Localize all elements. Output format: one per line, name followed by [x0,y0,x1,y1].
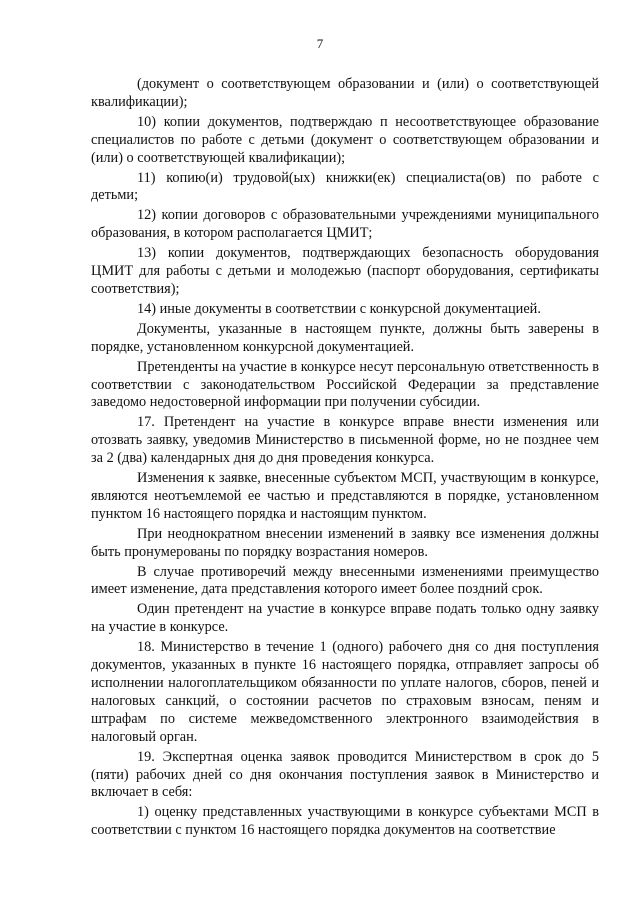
paragraph: 18. Министерство в течение 1 (одного) рабочего дня со дня поступления документов, указанных в пункте 16 настоящего порядка, отправляет запросы об исполнении налогоплательщиком обязанности по уплате налогов, сборов, пеней и налоговых санкций, о состоянии расчетов по страховым взносам, пеням и штрафам по системе межведомственного электронного взаимодействия в налоговый орган. [91,639,599,745]
document-body [91,76,599,842]
paragraph: В случае противоречий между внесенными изменениями преимущество имеет изменение, дата представления которого имеет более поздний срок. [91,563,599,598]
paragraph: 12) копии договоров с образовательными учреждениями муниципального образования, в котором располагается ЦМИТ; [91,207,599,242]
paragraph: 13) копии документов, подтверждающих безопасность оборудования ЦМИТ для работы с детьми и молодежью (паспорт оборудования, сертификаты соответствия); [91,245,599,297]
paragraph: Изменения к заявке, внесенные субъектом МСП, участвующим в конкурсе, являются неотъемлемой ее частью и представляются в порядке, установленном пунктом 16 настоящего порядка и настоящим пунктом. [91,470,599,522]
paragraph: 10) копии документов, подтверждаю п несоответствующее образование специалистов по работе с детьми (документ о соответствующем образовании и (или) о соответствующей квалификации); [91,113,599,166]
paragraph: 1) оценку представленных участвующими в конкурсе субъектами МСП в соответствии с пунктом 16 настоящего порядка документов на соответствие [91,804,599,839]
paragraph: Один претендент на участие в конкурсе вправе подать только одну заявку на участие в конкурсе. [91,601,599,636]
paragraph: 19. Экспертная оценка заявок проводится Министерством в срок до 5 (пяти) рабочих дней со дня окончания поступления заявок в Министерство и включает в себя: [91,748,599,801]
paragraph: 11) копию(и) трудовой(ых) книжки(ек) специалиста(ов) по работе с детьми; [91,169,599,204]
paragraph: При неоднократном внесении изменений в заявку все изменения должны быть пронумерованы по порядку возрастания номеров. [91,525,599,560]
paragraph: Претенденты на участие в конкурсе несут персональную ответственность в соответствии с законодательством Российской Федерации за представление заведомо недостоверной информации при получении субсидии. [91,358,599,411]
paragraph: Документы, указанные в настоящем пункте, должны быть заверены в порядке, установленном конкурсной документацией. [91,320,599,355]
paragraph: (документ о соответствующем образовании и (или) о соответствующей квалификации); [91,76,599,110]
paragraph: 17. Претендент на участие в конкурсе вправе внести изменения или отозвать заявку, уведомив Министерство в письменной форме, но не позднее чем за 2 (два) календарных дня до дня проведения конкурса. [91,414,599,467]
page-number: 7 [316,36,324,51]
paragraph: 14) иные документы в соответствии с конкурсной документацией. [137,300,541,317]
